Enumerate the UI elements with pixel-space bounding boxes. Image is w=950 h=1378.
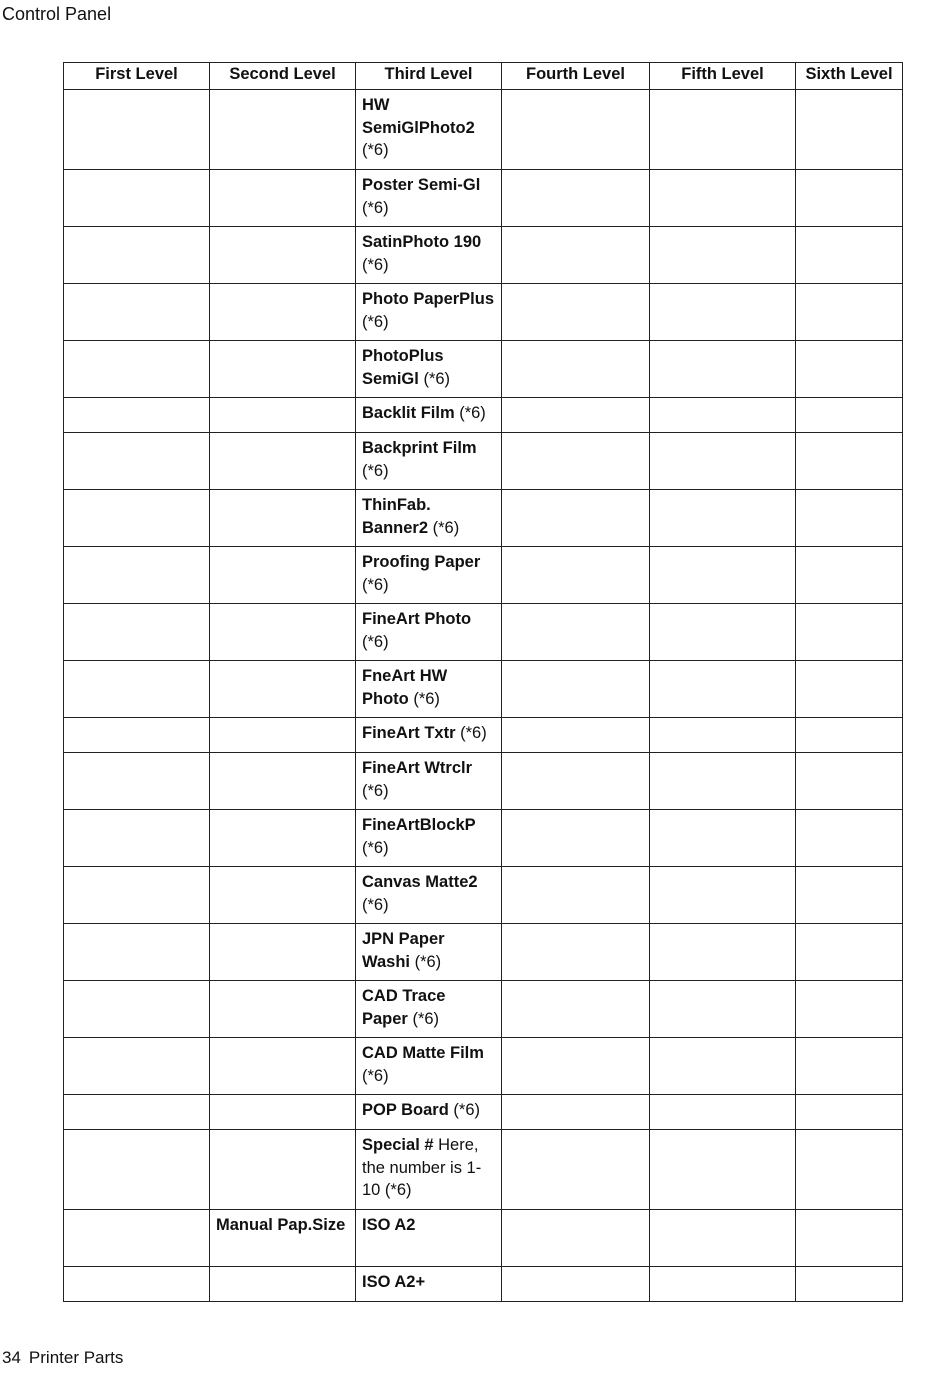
menu-item-note: (*6) — [362, 838, 389, 857]
table-row — [64, 1038, 903, 1095]
cell-fifth-level — [650, 1095, 796, 1130]
cell-second-level — [210, 981, 356, 1038]
cell-first-level — [64, 1095, 210, 1130]
cell-fifth-level — [650, 341, 796, 398]
menu-item-note: (*6) — [407, 1009, 440, 1028]
menu-item-name: PhotoPlus SemiGl — [362, 347, 444, 388]
menu-item-name: FineArtBlockP — [362, 816, 476, 834]
menu-item-note: (*6) — [362, 198, 389, 217]
table-row — [64, 1210, 903, 1267]
cell-sixth-level — [796, 490, 903, 547]
cell-fourth-level — [502, 981, 650, 1038]
cell-third-level — [356, 433, 502, 490]
menu-item-note: (*6) — [418, 369, 451, 388]
cell-fifth-level — [650, 753, 796, 810]
table-row — [64, 867, 903, 924]
column-header-fifth-level: Fifth Level — [650, 63, 796, 90]
cell-fourth-level — [502, 753, 650, 810]
cell-second-level — [210, 398, 356, 433]
cell-sixth-level — [796, 284, 903, 341]
cell-second-level — [210, 661, 356, 718]
cell-fourth-level — [502, 398, 650, 433]
cell-sixth-level — [796, 1038, 903, 1095]
cell-second-level: Manual Pap.Size — [210, 1210, 356, 1267]
cell-third-level — [356, 1095, 502, 1130]
cell-third-level — [356, 661, 502, 718]
table-row — [64, 284, 903, 341]
table-row — [64, 1267, 903, 1302]
cell-third-level — [356, 1267, 502, 1302]
column-header-third-level: Third Level — [356, 63, 502, 90]
cell-fourth-level — [502, 1038, 650, 1095]
menu-item-name: Backprint Film — [362, 439, 477, 457]
cell-second-level — [210, 867, 356, 924]
table-row — [64, 490, 903, 547]
cell-second-level — [210, 227, 356, 284]
menu-item-note: (*6) — [362, 141, 389, 160]
cell-fifth-level — [650, 1210, 796, 1267]
cell-third-level — [356, 547, 502, 604]
cell-fifth-level — [650, 924, 796, 981]
cell-fifth-level — [650, 661, 796, 718]
cell-second-level — [210, 170, 356, 227]
table-row — [64, 661, 903, 718]
cell-third-level — [356, 284, 502, 341]
cell-third-level — [356, 170, 502, 227]
menu-item-name: Proofing Paper — [362, 553, 481, 571]
table-row — [64, 227, 903, 284]
cell-first-level — [64, 284, 210, 341]
cell-fifth-level — [650, 170, 796, 227]
cell-fifth-level — [650, 547, 796, 604]
table-row — [64, 90, 903, 170]
table-row — [64, 1130, 903, 1210]
table-row — [64, 170, 903, 227]
table-row — [64, 398, 903, 433]
cell-fifth-level — [650, 227, 796, 284]
menu-item-name: FineArt Txtr — [362, 724, 456, 742]
cell-second-level — [210, 718, 356, 753]
cell-sixth-level — [796, 547, 903, 604]
cell-fifth-level — [650, 490, 796, 547]
cell-sixth-level — [796, 1267, 903, 1302]
table-row — [64, 341, 903, 398]
cell-fourth-level — [502, 810, 650, 867]
cell-fourth-level — [502, 227, 650, 284]
cell-fifth-level — [650, 810, 796, 867]
table-row — [64, 547, 903, 604]
menu-item-name: Backlit Film — [362, 404, 455, 422]
cell-second-level — [210, 1095, 356, 1130]
cell-fourth-level — [502, 433, 650, 490]
cell-sixth-level — [796, 604, 903, 661]
cell-third-level — [356, 1038, 502, 1095]
cell-sixth-level — [796, 867, 903, 924]
cell-second-level — [210, 810, 356, 867]
column-header-sixth-level: Sixth Level — [796, 63, 903, 90]
cell-first-level — [64, 1267, 210, 1302]
menu-item-name: FineArt Wtrclr — [362, 759, 473, 777]
cell-second-level — [210, 1038, 356, 1095]
menu-item-note: (*6) — [362, 575, 389, 594]
cell-fourth-level — [502, 341, 650, 398]
cell-third-level — [356, 604, 502, 661]
table-row — [64, 1095, 903, 1130]
menu-item-name: JPN Paper Washi — [362, 930, 445, 971]
cell-fourth-level — [502, 924, 650, 981]
menu-item-name: CAD Trace Paper — [362, 987, 446, 1028]
cell-fifth-level — [650, 1130, 796, 1210]
menu-item-name: HW SemiGlPhoto2 — [362, 96, 475, 137]
cell-first-level — [64, 1038, 210, 1095]
cell-fifth-level — [650, 398, 796, 433]
cell-second-level — [210, 604, 356, 661]
cell-third-level — [356, 718, 502, 753]
cell-sixth-level — [796, 810, 903, 867]
cell-fifth-level — [650, 1038, 796, 1095]
cell-fourth-level — [502, 490, 650, 547]
cell-sixth-level — [796, 1210, 903, 1267]
column-header-first-level: First Level — [64, 63, 210, 90]
cell-second-level — [210, 1267, 356, 1302]
menu-item-note: (*6) — [455, 724, 487, 742]
cell-fourth-level — [502, 90, 650, 170]
cell-fifth-level — [650, 284, 796, 341]
cell-first-level — [64, 753, 210, 810]
table-row — [64, 753, 903, 810]
cell-first-level — [64, 90, 210, 170]
page-number: 34 — [2, 1348, 21, 1367]
chapter-title: Printer Parts — [28, 1348, 124, 1367]
cell-first-level — [64, 433, 210, 490]
cell-first-level — [64, 398, 210, 433]
cell-first-level — [64, 170, 210, 227]
cell-third-level — [356, 753, 502, 810]
cell-third-level — [356, 810, 502, 867]
menu-item-name: Canvas Matte2 — [362, 873, 478, 891]
cell-third-level — [356, 924, 502, 981]
cell-second-level — [210, 753, 356, 810]
menu-item-name: FneArt HW Photo — [362, 667, 448, 708]
cell-fourth-level — [502, 1267, 650, 1302]
table-row — [64, 810, 903, 867]
cell-sixth-level — [796, 170, 903, 227]
column-header-fourth-level: Fourth Level — [502, 63, 650, 90]
menu-item-name: ISO A2+ — [362, 1273, 426, 1291]
menu-item-note: (*6) — [428, 518, 460, 537]
menu-item-name: Special # — [362, 1136, 434, 1154]
cell-fifth-level — [650, 1267, 796, 1302]
cell-fourth-level — [502, 1130, 650, 1210]
cell-fourth-level — [502, 170, 650, 227]
menu-item-name: ISO A2 — [362, 1216, 416, 1234]
cell-fifth-level — [650, 981, 796, 1038]
menu-item-note: (*6) — [409, 952, 442, 971]
table-row — [64, 604, 903, 661]
menu-item-note: (*6) — [408, 689, 440, 708]
menu-item-note: (*6) — [362, 1066, 389, 1085]
menu-item-note: Here, the number is 1-10 (*6) — [362, 1136, 482, 1200]
cell-second-level — [210, 924, 356, 981]
menu-item-name: FineArt Photo — [362, 610, 472, 628]
cell-first-level — [64, 490, 210, 547]
cell-second-level — [210, 284, 356, 341]
cell-sixth-level — [796, 90, 903, 170]
menu-item-name: CAD Matte Film — [362, 1044, 484, 1062]
cell-third-level — [356, 90, 502, 170]
cell-sixth-level — [796, 227, 903, 284]
menu-item-name: SatinPhoto 190 — [362, 233, 482, 251]
cell-sixth-level — [796, 661, 903, 718]
table-row — [64, 718, 903, 753]
menu-item-note: (*6) — [362, 312, 389, 331]
cell-sixth-level — [796, 433, 903, 490]
cell-fifth-level — [650, 604, 796, 661]
cell-fourth-level — [502, 284, 650, 341]
menu-item-note: (*6) — [362, 255, 389, 274]
cell-second-level — [210, 341, 356, 398]
cell-first-level — [64, 547, 210, 604]
menu-item-note: (*6) — [448, 1101, 480, 1119]
cell-first-level — [64, 718, 210, 753]
table-row — [64, 433, 903, 490]
cell-sixth-level — [796, 718, 903, 753]
cell-fourth-level — [502, 604, 650, 661]
cell-first-level — [64, 924, 210, 981]
cell-fourth-level — [502, 547, 650, 604]
cell-fifth-level — [650, 718, 796, 753]
cell-fifth-level — [650, 90, 796, 170]
cell-first-level — [64, 867, 210, 924]
cell-first-level — [64, 1130, 210, 1210]
cell-second-level — [210, 1130, 356, 1210]
menu-item-note: (*6) — [454, 404, 486, 422]
cell-first-level — [64, 604, 210, 661]
cell-third-level — [356, 227, 502, 284]
menu-level-table — [63, 62, 903, 1302]
cell-third-level — [356, 867, 502, 924]
cell-third-level — [356, 398, 502, 433]
menu-item-note: (*6) — [362, 895, 389, 914]
cell-first-level — [64, 1210, 210, 1267]
cell-third-level — [356, 1130, 502, 1210]
cell-second-level — [210, 547, 356, 604]
running-footer — [2, 1348, 123, 1368]
column-header-second-level: Second Level — [210, 63, 356, 90]
cell-sixth-level — [796, 398, 903, 433]
cell-fourth-level — [502, 1210, 650, 1267]
cell-sixth-level — [796, 1130, 903, 1210]
cell-second-level — [210, 433, 356, 490]
table-row — [64, 924, 903, 981]
cell-sixth-level — [796, 1095, 903, 1130]
cell-sixth-level — [796, 341, 903, 398]
cell-second-level — [210, 90, 356, 170]
cell-first-level — [64, 810, 210, 867]
table-row — [64, 981, 903, 1038]
menu-item-note: (*6) — [362, 781, 389, 800]
cell-sixth-level — [796, 924, 903, 981]
cell-fourth-level — [502, 661, 650, 718]
cell-sixth-level — [796, 753, 903, 810]
cell-third-level — [356, 490, 502, 547]
table-header-row — [64, 63, 903, 90]
menu-item-name: Poster Semi-Gl — [362, 176, 481, 194]
cell-fourth-level — [502, 718, 650, 753]
menu-item-name: ThinFab. Banner2 — [362, 496, 431, 537]
cell-first-level — [64, 227, 210, 284]
cell-first-level — [64, 661, 210, 718]
cell-third-level — [356, 981, 502, 1038]
cell-fifth-level — [650, 867, 796, 924]
cell-first-level — [64, 981, 210, 1038]
menu-item-note: (*6) — [362, 632, 389, 651]
menu-item-name: POP Board — [362, 1101, 449, 1119]
cell-fifth-level — [650, 433, 796, 490]
cell-first-level — [64, 341, 210, 398]
cell-third-level — [356, 341, 502, 398]
running-header: Control Panel — [2, 4, 112, 24]
menu-item-name: Photo PaperPlus — [362, 290, 495, 308]
cell-fourth-level — [502, 867, 650, 924]
menu-item-note: (*6) — [362, 461, 389, 480]
cell-third-level — [356, 1210, 502, 1267]
cell-second-level — [210, 490, 356, 547]
cell-fourth-level — [502, 1095, 650, 1130]
cell-sixth-level — [796, 981, 903, 1038]
